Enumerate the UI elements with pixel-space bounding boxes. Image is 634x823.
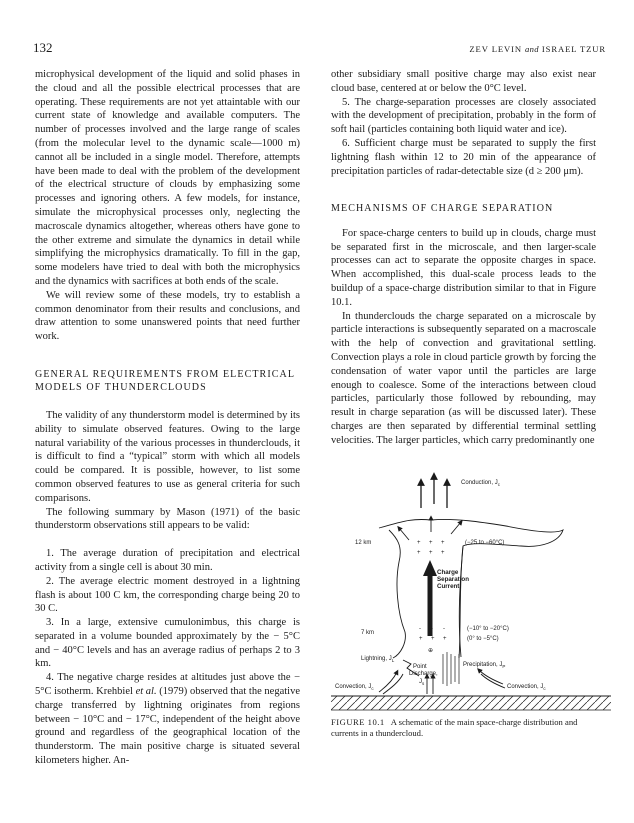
negative-charges [419,626,447,642]
convection-right-label: Convection, $J_c$ [507,684,546,691]
temperature-mid-label-1: (−10° to −20°C) [467,626,509,632]
left-column [35,68,300,768]
running-head-author2: ISRAEL TZUR [541,44,606,54]
paragraph: The following summary by Mason (1971) of the basic thunderstorm observations still appears to be valid: [35,506,300,532]
conduction-label: Conduction, $J_c$ [461,480,500,487]
svg-text:+: + [431,636,435,642]
list-item: 4. The negative charge resides at altitudes just above the − 5°C isotherm. Krehbiel et al. (1979) observed that the negative charge transferred by lightning originates from regions between − 10°C and − 17°C, independent of the height above ground and regardless of the geographical location of the thunderstorm. The main positive charge is situated several kilometers higher. An- [35,672,300,767]
point-discharge-label-2: Discharge, [409,671,438,677]
convection-left-label: Convection, $J_c$ [335,684,374,691]
svg-text:+: + [417,540,421,546]
list-item: 3. In a large, extensive cumulonimbus, this charge is separated in a volume bounded approximately by the − 5°C and − 40°C levels and has an average radius of perhaps 2 to 3 km. [35,617,300,670]
list-item: 5. The charge-separation processes are closely associated with the development of precipitation, probably in the form of soft hail (particles containing both liquid water and ice). [331,96,596,136]
lightning-label: Lightning, $J_L$ [361,656,395,663]
figure-thundercloud-schematic [331,462,611,714]
svg-text:-: - [431,626,433,632]
running-head-and: and [525,44,539,54]
precipitation-label: Precipitation, $J_P$ [463,662,506,669]
paragraph: We will review some of these models, try to establish a common denominator from their results and conclusions, and draw attention to some unanswered points that need further work. [35,289,300,343]
svg-text:+: + [443,636,447,642]
conduction-arrows [421,476,447,508]
charge-separation-current-arrow [423,560,437,636]
paragraph: microphysical development of the liquid and solid phases in the cloud and all the possible electrical processes that are operating. These requirements are not yet attaintable with our current state of knowledge and available computers. The number of processes involved and the large range of scales (from the molecular level to the dynamic scale—1000 m) cannot all be included in a single model. Therefore, attempts have been made to deal with the problem of the development of the electrical structure of clouds by emphasizing some processes and ignoring others. A few models, for instance, simulate the microphysical processes only, neglecting the macroscale dynamics altogether, whereas others have gone to the other extreme and simulate the dynamics in detail while simplifying the microphysics dramatically. To fill in the gap, some modelers have tried to deal with both the microphysics and the dynamics with sacrifices at both ends of the scale. [35,69,300,287]
temperature-mid-label-2: (0° to −5°C) [467,636,499,642]
svg-text:+: + [429,540,433,546]
svg-text:-: - [419,626,421,632]
point-discharge-label-3: $J_s$ [419,679,425,686]
right-column [331,68,596,448]
svg-text:+: + [417,550,421,556]
paragraph: The validity of any thunderstorm model is determined by its ability to simulate observed features. Owing to the large natural variability of the various processes in thunderclouds, it is difficult to find a “typical” storm with which all models could be compared. It is possible, however, to list some common observed features to use as general criteria for such comparisons. [35,409,300,504]
paragraph: In thunderclouds the charge separated on a microscale by particle interactions is subsequently separated on a macroscale with the help of convection and gravitational settling. Convection plays a role in cloud particle growth by forcing the condensation of water vapor until the particles are large enough to coalesce. Some of the interactions between cloud particles, particularly those followed by rebounding, may result in charge separation (as will be discussed later). These charges are then separated by differential terminal settling velocities. The larger particles, which carry predominantly one [331,310,596,446]
precipitation-streaks [443,652,459,686]
upper-positive-charges [417,540,445,556]
current-label-3: Current [437,583,460,590]
height-12km-label: 12 km [355,540,372,546]
section-heading: MECHANISMS OF CHARGE SEPARATION [331,203,554,215]
svg-text:-: - [443,626,445,632]
list-item: 1. The average duration of precipitation and electrical activity from a single cell is about 30 min. [35,548,300,573]
convection-left-arrow [379,672,397,692]
figure-caption [331,717,601,739]
section-heading: GENERAL REQUIREMENTS FROM ELECTRICAL MODELS OF THUNDERCLOUDS [35,368,295,394]
current-label-1: Charge [437,569,459,576]
temperature-upper-label: (−25 to −60°C) [465,540,505,546]
running-head-author1: ZEV LEVIN [469,44,522,54]
ground-hatching [331,696,611,710]
list-item: 2. The average electric moment destroyed in a lightning flash is about 100 C km, the corresponding charge being 20 to 30 C. [35,575,300,615]
point-discharge-label-1: Point [413,664,427,670]
svg-text:+: + [441,550,445,556]
paragraph: other subsidiary small positive charge may also exist near cloud base, centered at or below the 0°C level. [331,69,596,94]
svg-text:+: + [441,540,445,546]
lower-positive-charge: ⊕ [428,648,434,654]
height-7km-label: 7 km [361,630,375,636]
page-number: 132 [33,40,53,55]
running-head [469,44,606,54]
figure-caption-text: A schematic of the main space-charge distribution and currents in a thundercloud. [331,717,578,738]
current-label-2: Separation [437,576,469,583]
figure-caption-label: FIGURE 10.1 [331,717,385,727]
list-item: 6. Sufficient charge must be separated to supply the first lightning flash within 12 to 20 min of the appearance of precipitation particles of radar-detectable size (d ≥ 200 μm). [331,137,596,177]
paragraph: For space-charge centers to build up in clouds, charge must be separated first in the microscale, and then larger-scale processes can act to separate the opposite charges in space. When accomplished, this dual-scale process leads to the buildup of a space-charge distribution similar to that in Figure 10.1. [331,227,596,308]
svg-text:+: + [429,550,433,556]
svg-text:+: + [419,636,423,642]
convection-right-arrow [479,670,503,684]
